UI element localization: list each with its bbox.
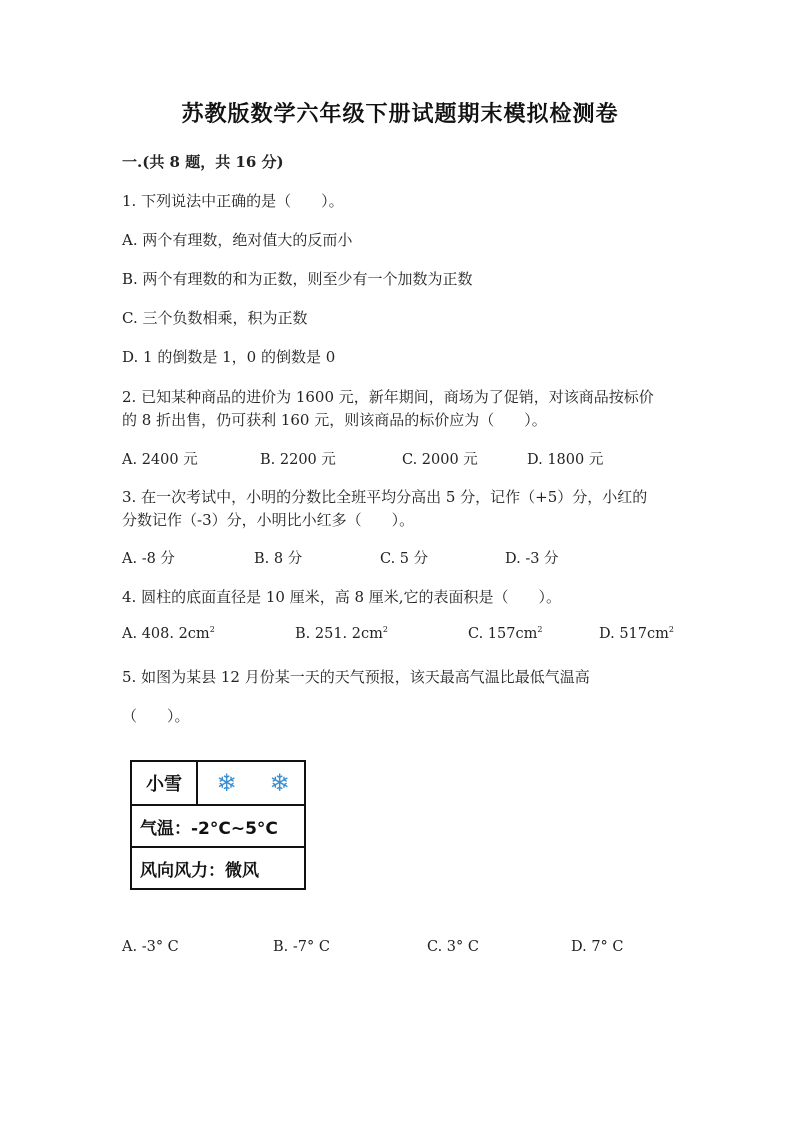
question-1-option-b: B. 两个有理数的和为正数，则至少有一个加数为正数 <box>122 270 473 288</box>
question-3-line-1: 3. 在一次考试中，小明的分数比全班平均分高出 5 分，记作（+5）分，小红的 <box>122 488 648 506</box>
weather-wind: 风向风力：微风 <box>140 860 259 881</box>
weather-temperature: 气温：-2°C~5°C <box>140 818 278 839</box>
question-2-line-2: 的 8 折出售，仍可获利 160 元，则该商品的标价应为（ ）。 <box>122 411 547 429</box>
question-1-text: 1. 下列说法中正确的是（ ）。 <box>122 192 344 210</box>
weather-condition-row <box>132 762 304 806</box>
question-2-option-d: D. 1800 元 <box>527 452 604 468</box>
question-2-option-a: A. 2400 元 <box>122 452 198 468</box>
question-4-text: 4. 圆柱的底面直径是 10 厘米，高 8 厘米,它的表面积是（ ）。 <box>122 588 562 606</box>
question-5-option-c: C. 3° C <box>427 939 479 955</box>
question-4-option-d: D. $517cm^2$ <box>599 625 674 642</box>
snowflake-icon: ❄ <box>216 769 237 797</box>
weather-icons <box>200 762 306 804</box>
weather-forecast-card <box>130 760 306 890</box>
question-2-line-1: 2. 已知某种商品的进价为 1600 元，新年期间，商场为了促销，对该商品按标价 <box>122 388 654 406</box>
question-3-option-b: B. 8 分 <box>254 551 303 567</box>
question-4-option-c: C. $157cm^2$ <box>468 625 543 642</box>
question-3-line-2: 分数记作（-3）分，小明比小红多（ ）。 <box>122 511 415 529</box>
question-4-option-b: B. 251. $2cm^2$ <box>295 625 388 642</box>
question-5-line-2: （ ）。 <box>122 707 190 725</box>
weather-temp-row <box>132 806 304 848</box>
section-heading: 一.(共 8 题，共 16 分) <box>122 153 284 171</box>
question-2-option-c: C. 2000 元 <box>402 452 478 468</box>
question-1-option-a: A. 两个有理数，绝对值大的反而小 <box>122 231 353 249</box>
question-2-option-b: B. 2200 元 <box>260 452 336 468</box>
question-1-option-c: C. 三个负数相乘，积为正数 <box>122 309 308 327</box>
page-title: 苏教版数学六年级下册试题期末模拟检测卷 <box>181 101 619 127</box>
question-3-option-d: D. -3 分 <box>505 551 559 567</box>
question-1-option-d: D. 1 的倒数是 1，0 的倒数是 0 <box>122 348 336 366</box>
snowflake-icon: ❄ <box>269 769 290 797</box>
question-5-line-1: 5. 如图为某县 12 月份某一天的天气预报，该天最高气温比最低气温高 <box>122 668 590 686</box>
question-5-option-d: D. 7° C <box>571 939 624 955</box>
question-3-option-c: C. 5 分 <box>380 551 429 567</box>
question-5-option-a: A. -3° C <box>122 939 179 955</box>
question-4-option-a: A. 408. $2cm^2$ <box>122 625 215 642</box>
weather-wind-row <box>132 848 304 888</box>
question-3-option-a: A. -8 分 <box>122 551 175 567</box>
question-5-option-b: B. -7° C <box>273 939 330 955</box>
weather-condition: 小雪 <box>132 762 198 804</box>
